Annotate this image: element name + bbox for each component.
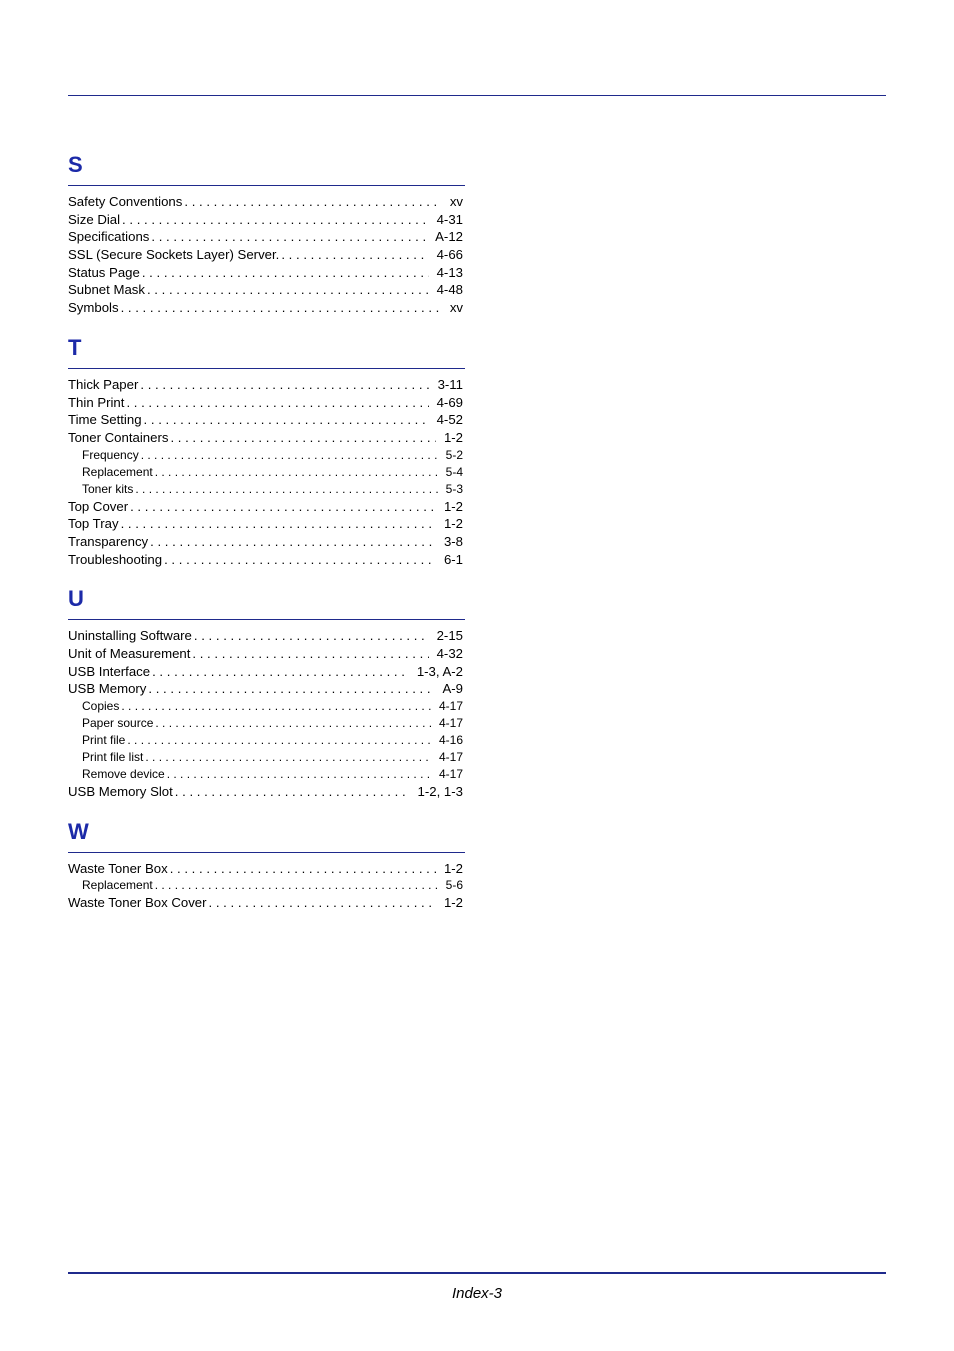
entry-page: A-12 — [435, 229, 463, 245]
section-rule — [68, 619, 465, 620]
section-letter: W — [68, 818, 89, 844]
dot-leader — [165, 766, 431, 783]
dot-leader — [150, 663, 409, 681]
index-entry[interactable] — [68, 264, 465, 282]
index-entry[interactable] — [68, 394, 465, 412]
entry-page: 4-31 — [436, 211, 463, 227]
dot-leader — [138, 376, 429, 394]
entry-term: Print file — [82, 733, 126, 748]
entry-page: 2-15 — [436, 628, 463, 644]
entry-term: Copies — [82, 699, 120, 714]
index-section-w — [68, 819, 465, 912]
index-entry[interactable] — [68, 498, 465, 516]
entry-page: 4-66 — [436, 247, 463, 263]
index-subentry[interactable] — [68, 447, 465, 464]
index-entry[interactable] — [68, 680, 465, 698]
index-entry[interactable] — [68, 211, 465, 229]
index-entry[interactable] — [68, 228, 465, 246]
dot-leader — [119, 299, 442, 317]
section-rule — [68, 852, 465, 853]
index-subentry[interactable] — [68, 715, 465, 732]
index-entry[interactable] — [68, 411, 465, 429]
entry-page: 6-1 — [443, 551, 463, 567]
dot-leader — [120, 211, 429, 229]
index-subentry[interactable] — [68, 481, 465, 498]
dot-leader — [279, 246, 428, 264]
index-subentry[interactable] — [68, 766, 465, 783]
entry-term: Transparency — [68, 533, 149, 549]
entry-term: Symbols — [68, 300, 119, 316]
index-entry[interactable] — [68, 627, 465, 645]
section-rule — [68, 368, 465, 369]
entry-page: 4-52 — [436, 412, 463, 428]
entry-term: Uninstalling Software — [68, 628, 192, 644]
entry-page: 4-32 — [436, 646, 463, 661]
dot-leader — [190, 645, 428, 663]
index-section-s — [68, 152, 465, 317]
entry-term: Size Dial — [68, 211, 121, 227]
dot-leader — [128, 498, 436, 516]
index-section-t — [68, 335, 465, 569]
index-column — [68, 152, 465, 930]
entry-page: 1-2, 1-3 — [417, 784, 463, 800]
dot-leader — [192, 627, 429, 645]
entry-page: 4-17 — [438, 699, 463, 714]
entry-term: Waste Toner Box Cover — [68, 895, 207, 911]
entry-page: 1-2 — [443, 498, 463, 514]
entry-term: Remove device — [82, 767, 165, 782]
entry-term: Print file list — [82, 750, 144, 765]
entry-term: Frequency — [82, 447, 139, 462]
dot-leader — [145, 281, 429, 299]
dot-leader — [149, 228, 427, 246]
index-entry[interactable] — [68, 645, 465, 663]
index-section-u — [68, 586, 465, 800]
index-entry[interactable] — [68, 429, 465, 447]
index-entry[interactable] — [68, 515, 465, 533]
entry-term: Unit of Measurement — [68, 646, 191, 661]
footer-rule — [68, 1272, 886, 1274]
entry-page: 3-11 — [437, 376, 463, 392]
entry-term: Troubleshooting — [68, 551, 163, 567]
page-number: Index-3 — [451, 1285, 503, 1302]
entry-page: 5-2 — [445, 447, 463, 462]
entry-term: Paper source — [82, 716, 154, 731]
index-entry[interactable] — [68, 551, 465, 569]
dot-leader — [125, 732, 431, 749]
entry-term: Thick Paper — [68, 376, 139, 392]
dot-leader — [153, 464, 438, 481]
section-letter: T — [68, 334, 82, 360]
entry-page: xv — [449, 194, 463, 209]
entry-page: 1-3, A-2 — [416, 663, 463, 679]
entry-term: Time Setting — [68, 412, 142, 428]
entry-term: Replacement — [82, 464, 153, 479]
dot-leader — [140, 264, 429, 282]
dot-leader — [146, 680, 434, 698]
entry-term: SSL (Secure Sockets Layer) Server. — [68, 247, 280, 263]
entry-term: Subnet Mask — [68, 282, 145, 298]
entry-page: 4-69 — [436, 394, 463, 410]
dot-leader — [139, 447, 438, 464]
entry-page: xv — [449, 300, 463, 316]
entry-page: 5-3 — [445, 481, 463, 496]
entry-page: 3-8 — [443, 533, 463, 549]
entry-page: A-9 — [442, 681, 463, 697]
entry-page: 4-16 — [438, 733, 463, 748]
index-entry[interactable] — [68, 193, 465, 211]
entry-page: 4-13 — [436, 264, 463, 280]
entry-term: Toner Containers — [68, 429, 169, 445]
entry-term: Specifications — [68, 229, 150, 245]
entry-term: Toner kits — [82, 481, 134, 496]
entry-term: USB Memory — [68, 681, 147, 697]
index-subentry[interactable] — [68, 749, 465, 766]
entry-term: Top Cover — [68, 498, 129, 514]
dot-leader — [162, 551, 436, 569]
index-entry[interactable] — [68, 533, 465, 551]
dot-leader — [143, 749, 431, 766]
dot-leader — [153, 715, 431, 732]
entry-page: 4-48 — [436, 282, 463, 298]
entry-term: Replacement — [82, 878, 153, 893]
entry-page: 4-17 — [438, 750, 463, 765]
index-subentry[interactable] — [68, 877, 465, 894]
index-subentry[interactable] — [68, 698, 465, 715]
entry-term: Top Tray — [68, 516, 119, 532]
entry-page: 4-17 — [438, 716, 463, 731]
entry-term: Thin Print — [68, 394, 125, 410]
section-letter: U — [68, 586, 84, 612]
dot-leader — [124, 394, 428, 412]
index-entry[interactable] — [68, 299, 465, 317]
entry-term: USB Memory Slot — [68, 784, 173, 800]
dot-leader — [182, 193, 441, 211]
dot-leader — [207, 894, 436, 912]
section-letter: S — [68, 152, 83, 177]
dot-leader — [119, 698, 431, 715]
dot-leader — [133, 481, 437, 498]
section-rule — [68, 185, 465, 186]
index-subentry[interactable] — [68, 464, 465, 481]
entry-term: USB Interface — [68, 663, 151, 679]
dot-leader — [168, 429, 436, 447]
index-entry[interactable] — [68, 281, 465, 299]
entry-page: 1-2 — [443, 860, 463, 876]
entry-term: Safety Conventions — [68, 194, 183, 209]
index-entry[interactable] — [68, 663, 465, 681]
entry-page: 1-2 — [443, 895, 463, 911]
entry-page: 4-17 — [438, 767, 463, 782]
entry-page: 1-2 — [443, 429, 463, 445]
dot-leader — [119, 515, 436, 533]
entry-term: Status Page — [68, 264, 140, 280]
entry-page: 5-6 — [445, 878, 463, 893]
index-entry[interactable] — [68, 894, 465, 912]
dot-leader — [168, 860, 436, 878]
index-entry[interactable] — [68, 783, 465, 801]
entry-page: 5-4 — [445, 464, 463, 479]
entry-page: 1-2 — [443, 516, 463, 532]
dot-leader — [153, 877, 438, 894]
dot-leader — [173, 783, 410, 801]
index-subentry[interactable] — [68, 732, 465, 749]
dot-leader — [142, 411, 429, 429]
header-rule — [68, 95, 886, 96]
dot-leader — [148, 533, 436, 551]
index-entry[interactable] — [68, 376, 465, 394]
index-entry[interactable] — [68, 860, 465, 878]
index-entry[interactable] — [68, 246, 465, 264]
entry-term: Waste Toner Box — [68, 860, 168, 876]
